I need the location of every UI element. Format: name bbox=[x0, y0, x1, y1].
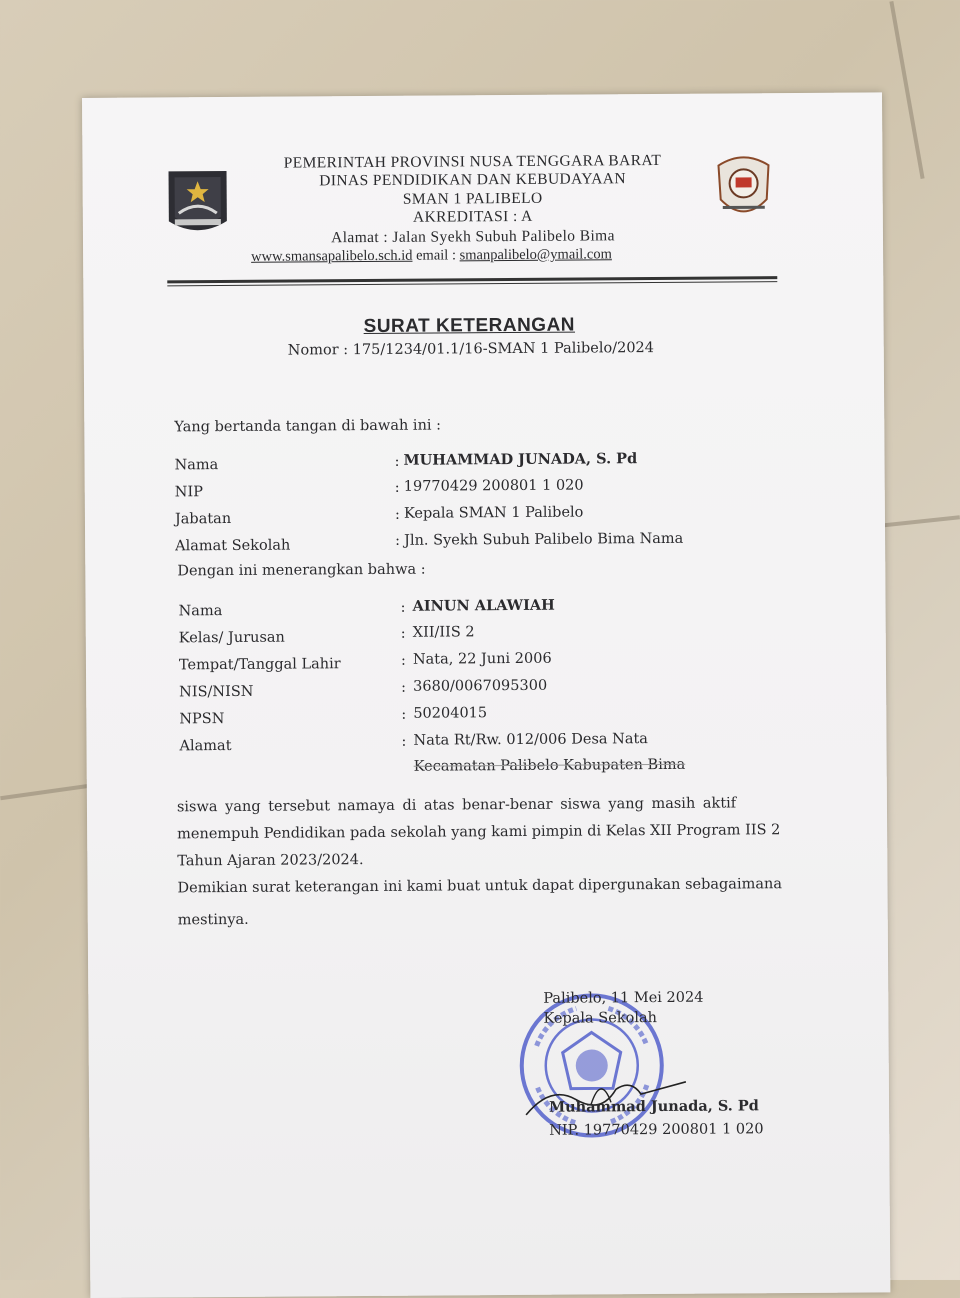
student-address-label: Alamat bbox=[179, 737, 232, 755]
school-address-value: Jln. Syekh Subuh Palibelo Bima Nama bbox=[404, 530, 684, 549]
intro-text: Yang bertanda tangan di bawah ini : bbox=[174, 417, 442, 436]
letterhead-line-2: DINAS PENDIDIKAN DAN KEBUDAYAAN bbox=[319, 170, 627, 190]
paragraph-1-line-2: menempuh Pendidikan pada sekolah yang kami pimpin di Kelas XII Program IIS 2 bbox=[177, 822, 781, 843]
student-address-colon: : bbox=[401, 733, 407, 750]
closing-role: Kepala Sekolah bbox=[543, 1010, 657, 1027]
npsn-value: 50204015 bbox=[413, 705, 488, 722]
signer-name-colon: : bbox=[394, 453, 400, 470]
signer-position-label: Jabatan bbox=[174, 510, 232, 528]
paragraph-1-line-1: siswa yang tersebut namaya di atas benar-benar siswa yang masih aktif bbox=[176, 795, 737, 816]
document-title: SURAT KETERANGAN bbox=[363, 314, 576, 338]
student-address-line2: Kecamatan Palibelo Kabupaten Bima bbox=[413, 756, 686, 775]
class-label: Kelas/ Jurusan bbox=[178, 629, 285, 647]
closing-place-date: Palibelo, 11 Mei 2024 bbox=[543, 989, 704, 1007]
paragraph-2-line-1: Demikian surat keterangan ini kami buat untuk dapat dipergunakan sebagaimana bbox=[177, 876, 782, 897]
floor-tile-seam bbox=[889, 1, 924, 179]
paragraph-1-line-3: Tahun Ajaran 2023/2024. bbox=[177, 852, 364, 870]
school-name: SMAN 1 PALIBELO bbox=[402, 189, 543, 208]
class-colon: : bbox=[400, 625, 406, 642]
birth-label: Tempat/Tanggal Lahir bbox=[178, 656, 341, 674]
signer-name-closing: Muhammad Junada, S. Pd bbox=[548, 1097, 759, 1116]
student-name-label: Nama bbox=[178, 603, 223, 620]
accreditation: AKREDITASI : A bbox=[412, 207, 533, 226]
student-name-value: AINUN ALAWIAH bbox=[412, 596, 555, 615]
signer-nip-closing: NIP. 19770429 200801 1 020 bbox=[549, 1121, 764, 1139]
signer-name-label: Nama bbox=[174, 457, 219, 474]
nis-value: 3680/0067095300 bbox=[413, 677, 548, 695]
birth-colon: : bbox=[400, 652, 406, 669]
website-link: www.smansapalibelo.sch.id bbox=[251, 247, 413, 265]
signer-nip-colon: : bbox=[394, 479, 400, 496]
email-link: smanpalibelo@ymail.com bbox=[459, 246, 612, 264]
class-value: XII/IIS 2 bbox=[412, 624, 475, 641]
school-address-colon: : bbox=[395, 532, 401, 549]
npsn-label: NPSN bbox=[179, 711, 225, 728]
nis-label: NIS/NISN bbox=[179, 683, 254, 701]
signer-position-value: Kepala SMAN 1 Palibelo bbox=[403, 504, 584, 522]
student-name-colon: : bbox=[400, 599, 406, 616]
handwritten-signature-icon bbox=[521, 1064, 691, 1125]
letterhead-contact bbox=[251, 246, 612, 266]
signer-nip-label: NIP bbox=[174, 484, 203, 501]
npsn-colon: : bbox=[401, 706, 407, 723]
document-number: Nomor : 175/1234/01.1/16-SMAN 1 Palibelo/2024 bbox=[287, 340, 655, 359]
nis-colon: : bbox=[401, 679, 407, 696]
letter-paper bbox=[82, 92, 890, 1298]
student-address-value: Nata Rt/Rw. 012/006 Desa Nata bbox=[413, 731, 648, 749]
birth-value: Nata, 22 Juni 2006 bbox=[412, 650, 552, 668]
letterhead-line-1: PEMERINTAH PROVINSI NUSA TENGGARA BARAT bbox=[283, 151, 662, 172]
school-emblem-icon bbox=[710, 151, 777, 223]
signer-nip-value: 19770429 200801 1 020 bbox=[403, 477, 584, 495]
statement-text: Dengan ini menerangkan bahwa : bbox=[177, 561, 426, 580]
floor-tile-seam bbox=[0, 784, 90, 800]
email-label: email : bbox=[416, 247, 457, 264]
signer-name-value: MUHAMMAD JUNADA, S. Pd bbox=[403, 450, 638, 469]
school-address: Alamat : Jalan Syekh Subuh Palibelo Bima bbox=[331, 227, 615, 247]
school-address-label: Alamat Sekolah bbox=[175, 537, 291, 555]
paragraph-2-line-2: mestinya. bbox=[177, 911, 249, 929]
signer-position-colon: : bbox=[394, 506, 400, 523]
